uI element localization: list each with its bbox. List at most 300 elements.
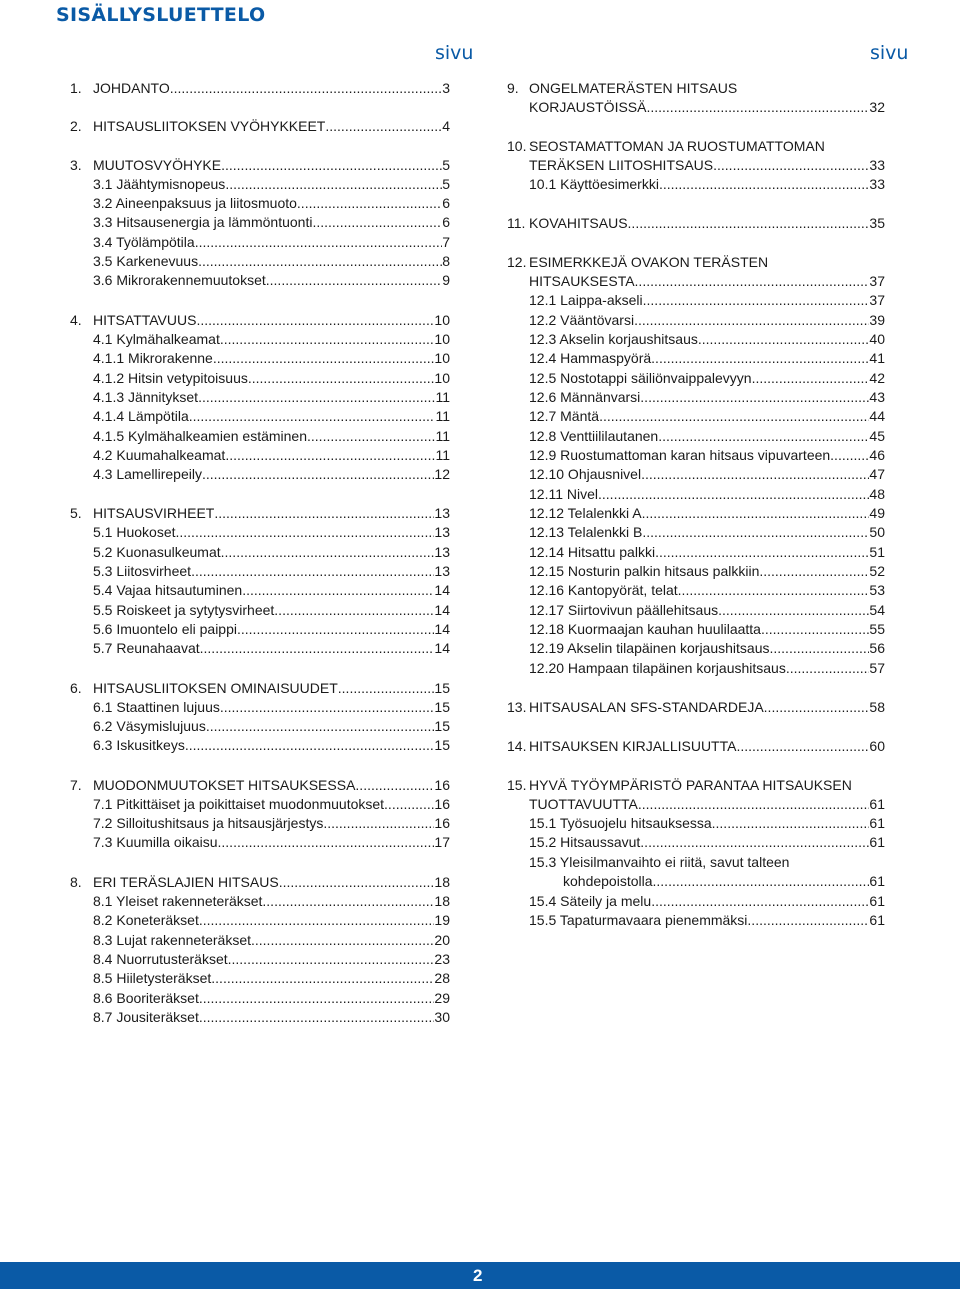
toc-entry[interactable]: [507, 486, 885, 503]
toc-entry-title: 3.3 Hitsausenergia ja lämmöntuonti: [93, 214, 313, 230]
toc-entry[interactable]: [70, 951, 450, 968]
toc-entry-title: 5.2 Kuonasulkeumat: [93, 544, 221, 560]
toc-dot-leader: [659, 176, 869, 193]
toc-entry[interactable]: [70, 80, 450, 97]
toc-entry[interactable]: [507, 157, 885, 174]
toc-entry-title: 5.5 Roiskeet ja sytytysvirheet: [93, 602, 275, 618]
toc-entry[interactable]: [70, 602, 450, 619]
toc-entry-number: 4.: [70, 312, 82, 328]
toc-dot-leader: [266, 272, 442, 289]
page-column-header-left: sivu: [435, 42, 474, 64]
toc-dot-leader: [248, 370, 435, 387]
toc-entry-title: 15.1 Työsuojelu hitsauksessa: [529, 815, 712, 831]
toc-entry[interactable]: [70, 408, 450, 425]
toc-entry[interactable]: [507, 834, 885, 851]
toc-entry-page: 61: [869, 873, 885, 889]
toc-entry-page: 9: [442, 272, 450, 288]
toc-entry-title: 3.5 Karkenevuus: [93, 253, 199, 269]
toc-entry-title: 12.11 Nivel: [529, 486, 599, 502]
toc-entry-title: 7.1 Pitkittäiset ja poikittaiset muodonmuutokset: [93, 796, 385, 812]
toc-entry-page: 11: [435, 447, 450, 463]
toc-dot-leader: [598, 486, 869, 503]
toc-entry-page: 14: [434, 640, 450, 656]
toc-dot-leader: [198, 253, 442, 270]
toc-entry[interactable]: [507, 602, 885, 619]
toc-entry-title: 4.1.3 Jännitykset: [93, 389, 199, 405]
toc-entry-title: 12.9 Ruostumattoman karan hitsaus vipuvarteen: [529, 447, 831, 463]
toc-entry[interactable]: [507, 466, 885, 483]
toc-entry-page: 15: [434, 737, 450, 753]
toc-entry-page: 11: [435, 428, 450, 444]
toc-entry-page: 33: [869, 176, 885, 192]
toc-entry-page: 44: [869, 408, 885, 424]
toc-entry[interactable]: [70, 118, 450, 135]
toc-entry-page: 37: [869, 273, 885, 289]
toc-entry-title: 12.17 Siirtovivun päällehitsaus: [529, 602, 719, 618]
toc-entry-page: 18: [434, 874, 450, 890]
toc-dot-leader: [189, 408, 436, 425]
toc-dot-leader: [628, 215, 870, 232]
toc-dot-leader: [643, 292, 870, 309]
toc-entry-number: 5.: [70, 505, 82, 521]
toc-entry[interactable]: [507, 292, 885, 309]
toc-entry-page: 32: [869, 99, 885, 115]
toc-entry-title: 8.5 Hiiletysteräkset: [93, 970, 212, 986]
toc-entry-title: 4.1.1 Mikrorakenne: [93, 350, 213, 366]
toc-entry-page: 11: [435, 408, 450, 424]
toc-entry[interactable]: [70, 350, 450, 367]
toc-dot-leader: [199, 1009, 435, 1026]
toc-dot-leader: [641, 466, 869, 483]
toc-entry[interactable]: [70, 932, 450, 949]
toc-dot-leader: [221, 544, 435, 561]
toc-entry[interactable]: [70, 370, 450, 387]
toc-entry[interactable]: [507, 254, 885, 271]
toc-dot-leader: [698, 331, 870, 348]
toc-entry-page: 45: [869, 428, 885, 444]
toc-entry-page: 17: [434, 834, 450, 850]
toc-dot-leader: [191, 563, 434, 580]
toc-entry-number: 1.: [70, 80, 82, 96]
toc-entry-title: KORJAUSTÖISSÄ: [529, 99, 647, 115]
toc-dot-leader: [214, 505, 434, 522]
toc-entry-page: 13: [434, 563, 450, 579]
toc-entry-number: 6.: [70, 680, 82, 696]
toc-entry-title: 5.3 Liitosvirheet: [93, 563, 192, 579]
toc-entry-title: 4.1 Kylmähalkeamat: [93, 331, 220, 347]
toc-entry[interactable]: [507, 796, 885, 813]
toc-entry-page: 14: [434, 621, 450, 637]
toc-entry[interactable]: [507, 815, 885, 832]
toc-entry[interactable]: [507, 544, 885, 561]
toc-entry[interactable]: [507, 854, 885, 871]
toc-entry-title: 3.4 Työlämpötila: [93, 234, 195, 250]
toc-entry-title: 8.1 Yleiset rakenneteräkset: [93, 893, 263, 909]
toc-entry[interactable]: [507, 428, 885, 445]
toc-dot-leader: [752, 370, 870, 387]
toc-entry[interactable]: [507, 273, 885, 290]
toc-entry-page: 15: [434, 718, 450, 734]
toc-dot-leader: [307, 428, 435, 445]
toc-dot-leader: [199, 990, 435, 1007]
toc-entry[interactable]: [70, 447, 450, 464]
toc-entry-number: 14.: [507, 738, 527, 754]
toc-entry[interactable]: [507, 447, 885, 464]
toc-entry-title: 8.7 Jousiteräkset: [93, 1009, 199, 1025]
toc-entry[interactable]: [507, 505, 885, 522]
toc-entry-title: HITSAUKSESTA: [529, 273, 635, 289]
toc-entry-title: ERI TERÄSLAJIEN HITSAUS: [93, 874, 279, 890]
toc-entry-title: 15.4 Säteily ja melu: [529, 893, 652, 909]
toc-entry-title: 12.15 Nosturin palkin hitsaus palkkiin: [529, 563, 760, 579]
toc-dot-leader: [830, 447, 869, 464]
toc-dot-leader: [655, 544, 869, 561]
toc-dot-leader: [355, 777, 434, 794]
toc-entry[interactable]: [507, 215, 885, 232]
toc-dot-leader: [251, 932, 434, 949]
toc-entry[interactable]: [507, 893, 885, 910]
toc-entry[interactable]: [70, 912, 450, 929]
toc-entry-title: 8.6 Booriteräkset: [93, 990, 199, 1006]
toc-entry-page: 23: [434, 951, 450, 967]
toc-entry-title: 12.6 Männänvarsi: [529, 389, 641, 405]
toc-entry-title: 12.8 Venttiililautanen: [529, 428, 659, 444]
toc-entry-title: 12.20 Hampaan tilapäinen korjaushitsaus: [529, 660, 786, 676]
toc-entry-page: 13: [434, 505, 450, 521]
toc-entry-page: 50: [869, 524, 885, 540]
toc-entry-title: 15.5 Tapaturmavaara pienemmäksi: [529, 912, 748, 928]
toc-dot-leader: [213, 350, 435, 367]
toc-dot-leader: [764, 699, 870, 716]
toc-entry[interactable]: [70, 815, 450, 832]
toc-entry-page: 47: [869, 466, 885, 482]
toc-entry-title: 3.6 Mikrorakennemuutokset: [93, 272, 266, 288]
toc-dot-leader: [262, 893, 434, 910]
toc-entry[interactable]: [70, 544, 450, 561]
toc-entry[interactable]: [70, 680, 450, 697]
toc-entry-title: 12.3 Akselin korjaushitsaus: [529, 331, 698, 347]
toc-entry-page: 58: [869, 699, 885, 715]
toc-entry-title: 8.3 Lujat rakenneteräkset: [93, 932, 251, 948]
toc-dot-leader: [195, 234, 443, 251]
toc-dot-leader: [653, 873, 870, 890]
toc-entry-page: 6: [442, 195, 450, 211]
toc-entry-number: 2.: [70, 118, 82, 134]
toc-entry-page: 61: [869, 815, 885, 831]
toc-entry[interactable]: [70, 737, 450, 754]
toc-entry-title: 12.4 Hammaspyörä: [529, 350, 652, 366]
toc-entry[interactable]: [507, 408, 885, 425]
toc-entry-title: 4.1.2 Hitsin vetypitoisuus: [93, 370, 248, 386]
toc-entry-page: 16: [434, 815, 450, 831]
toc-entry[interactable]: [70, 563, 450, 580]
toc-entry[interactable]: [70, 699, 450, 716]
toc-dot-leader: [200, 640, 435, 657]
toc-entry[interactable]: [70, 214, 450, 231]
toc-entry-number: 9.: [507, 80, 519, 96]
toc-entry-title: kohdepoistolla: [563, 873, 653, 889]
toc-entry-page: 51: [869, 544, 885, 560]
toc-entry[interactable]: [507, 138, 885, 155]
toc-dot-leader: [185, 737, 435, 754]
toc-entry[interactable]: [70, 834, 450, 851]
toc-dot-leader: [678, 582, 870, 599]
toc-entry[interactable]: [70, 990, 450, 1007]
toc-entry-page: 57: [869, 660, 885, 676]
toc-entry[interactable]: [507, 621, 885, 638]
toc-entry-title: 15.2 Hitsaussavut: [529, 834, 641, 850]
toc-entry[interactable]: [70, 640, 450, 657]
toc-entry-title: 12.13 Telalenkki B: [529, 524, 643, 540]
toc-entry[interactable]: [70, 718, 450, 735]
toc-entry-page: 33: [869, 157, 885, 173]
toc-dot-leader: [640, 834, 869, 851]
page-title: SISÄLLYSLUETTELO: [56, 4, 266, 26]
toc-dot-leader: [638, 796, 870, 813]
toc-entry[interactable]: [70, 331, 450, 348]
toc-entry[interactable]: [507, 777, 885, 794]
toc-entry-title: 12.2 Vääntövarsi: [529, 312, 635, 328]
toc-entry-page: 7: [442, 234, 450, 250]
toc-entry[interactable]: [507, 331, 885, 348]
toc-entry[interactable]: [70, 312, 450, 329]
toc-entry[interactable]: [507, 640, 885, 657]
toc-entry[interactable]: [70, 796, 450, 813]
toc-entry[interactable]: [70, 893, 450, 910]
toc-dot-leader: [640, 389, 869, 406]
toc-entry-title: 10.1 Käyttöesimerkki: [529, 176, 659, 192]
toc-entry-title: 5.4 Vajaa hitsautuminen: [93, 582, 243, 598]
toc-entry-page: 37: [869, 292, 885, 308]
toc-dot-leader: [759, 563, 869, 580]
toc-entry-title: ESIMERKKEJÄ OVAKON TERÄSTEN: [529, 254, 769, 270]
footer-page-number: 2: [473, 1266, 483, 1285]
toc-entry[interactable]: [507, 350, 885, 367]
toc-entry[interactable]: [70, 157, 450, 174]
toc-entry-title: 8.2 Koneteräkset: [93, 912, 199, 928]
toc-entry-page: 35: [869, 215, 885, 231]
toc-entry-title: 8.4 Nuorrutusteräkset: [93, 951, 228, 967]
toc-entry-page: 55: [869, 621, 885, 637]
toc-entry-page: 10: [434, 331, 450, 347]
toc-entry-page: 61: [869, 893, 885, 909]
toc-dot-leader: [635, 273, 870, 290]
toc-entry[interactable]: [70, 272, 450, 289]
toc-entry-title: 4.1.4 Lämpötila: [93, 408, 189, 424]
toc-entry[interactable]: [507, 660, 885, 677]
toc-entry-title: TUOTTAVUUTTA: [529, 796, 638, 812]
toc-dot-leader: [338, 680, 435, 697]
toc-entry-title: 12.18 Kuormaajan kauhan huulilaatta: [529, 621, 761, 637]
toc-entry[interactable]: [507, 873, 885, 890]
toc-dot-leader: [218, 834, 435, 851]
toc-entry-page: 5: [442, 157, 450, 173]
toc-entry-title: KOVAHITSAUS: [529, 215, 628, 231]
toc-entry[interactable]: [70, 970, 450, 987]
toc-entry[interactable]: [70, 195, 450, 212]
toc-entry[interactable]: [70, 874, 450, 891]
toc-dot-leader: [599, 408, 869, 425]
toc-entry-title: MUODONMUUTOKSET HITSAUKSESSA: [93, 777, 356, 793]
toc-dot-leader: [770, 640, 870, 657]
toc-entry-title: 12.7 Mäntä: [529, 408, 600, 424]
toc-entry-page: 60: [869, 738, 885, 754]
toc-entry-page: 13: [434, 524, 450, 540]
toc-dot-leader: [196, 312, 434, 329]
toc-entry-title: HITSAUSALAN SFS-STANDARDEJA: [529, 699, 764, 715]
toc-entry-page: 49: [869, 505, 885, 521]
toc-entry-page: 16: [434, 796, 450, 812]
toc-entry-title: HITSAUSLIITOKSEN OMINAISUUDET: [93, 680, 338, 696]
page-column-header-right: sivu: [870, 42, 909, 64]
toc-entry-page: 61: [869, 912, 885, 928]
toc-entry-page: 41: [869, 350, 885, 366]
toc-entry-page: 15: [434, 699, 450, 715]
toc-entry-title: 5.7 Reunahaavat: [93, 640, 200, 656]
toc-entry-page: 29: [434, 990, 450, 1006]
toc-dot-leader: [736, 738, 869, 755]
toc-entry-title: 6.1 Staattinen lujuus: [93, 699, 220, 715]
toc-dot-leader: [651, 350, 869, 367]
toc-dot-leader: [786, 660, 870, 677]
toc-entry[interactable]: [70, 176, 450, 193]
toc-entry[interactable]: [507, 738, 885, 755]
toc-entry-page: 48: [869, 486, 885, 502]
toc-dot-leader: [198, 389, 435, 406]
toc-entry-page: 42: [869, 370, 885, 386]
toc-dot-leader: [712, 815, 870, 832]
toc-entry-title: 6.2 Väsymislujuus: [93, 718, 206, 734]
toc-dot-leader: [718, 602, 869, 619]
toc-entry[interactable]: [507, 80, 885, 97]
toc-entry-title: HITSAUSLIITOKSEN VYÖHYKKEET: [93, 118, 326, 134]
toc-dot-leader: [220, 331, 435, 348]
toc-entry-title: 12.1 Laippa-akseli: [529, 292, 643, 308]
toc-entry-page: 30: [434, 1009, 450, 1025]
toc-entry-title: SEOSTAMATTOMAN JA RUOSTUMATTOMAN: [529, 138, 825, 154]
toc-entry-title: 4.1.5 Kylmähalkeamien estäminen: [93, 428, 308, 444]
toc-dot-leader: [211, 970, 434, 987]
toc-entry[interactable]: [507, 912, 885, 929]
toc-dot-leader: [312, 214, 442, 231]
toc-entry-title: 12.5 Nostotappi säiliönvaippalevyyn: [529, 370, 752, 386]
toc-entry[interactable]: [70, 234, 450, 251]
toc-entry-page: 61: [869, 834, 885, 850]
toc-dot-leader: [176, 524, 435, 541]
toc-dot-leader: [325, 118, 442, 135]
toc-entry[interactable]: [70, 524, 450, 541]
toc-entry-page: 14: [434, 602, 450, 618]
toc-entry-number: 11.: [507, 215, 526, 231]
toc-entry[interactable]: [507, 176, 885, 193]
toc-entry-page: 16: [434, 777, 450, 793]
toc-entry[interactable]: [507, 524, 885, 541]
toc-entry-title: ONGELMATERÄSTEN HITSAUS: [529, 80, 738, 96]
toc-entry-page: 4: [442, 118, 450, 134]
toc-entry-title: 5.6 Imuontelo eli paippi: [93, 621, 237, 637]
toc-entry-page: 43: [869, 389, 885, 405]
toc-entry-title: 12.12 Telalenkki A: [529, 505, 642, 521]
toc-dot-leader: [642, 505, 870, 522]
toc-dot-leader: [658, 428, 869, 445]
toc-entry-page: 39: [869, 312, 885, 328]
toc-entry-page: 40: [869, 331, 885, 347]
toc-dot-leader: [228, 951, 435, 968]
toc-entry-number: 8.: [70, 874, 82, 890]
toc-entry-page: 11: [435, 389, 450, 405]
toc-entry-page: 3: [442, 80, 450, 96]
toc-entry[interactable]: [507, 312, 885, 329]
toc-entry-page: 56: [869, 640, 885, 656]
toc-entry-page: 53: [869, 582, 885, 598]
toc-entry-page: 10: [434, 370, 450, 386]
toc-entry-page: 54: [869, 602, 885, 618]
toc-entry-number: 13.: [507, 699, 527, 715]
toc-entry-page: 10: [434, 350, 450, 366]
toc-dot-leader: [237, 621, 434, 638]
toc-entry[interactable]: [70, 777, 450, 794]
toc-entry-title: 12.16 Kantopyörät, telat: [529, 582, 678, 598]
toc-entry-title: 12.14 Hitsattu palkki: [529, 544, 656, 560]
toc-entry[interactable]: [507, 370, 885, 387]
toc-entry[interactable]: [70, 582, 450, 599]
toc-entry[interactable]: [70, 505, 450, 522]
toc-entry-page: 28: [434, 970, 450, 986]
toc-dot-leader: [206, 718, 435, 735]
toc-entry-number: 12.: [507, 254, 527, 270]
toc-dot-leader: [170, 80, 442, 97]
toc-entry-title: 15.3 Yleisilmanvaihto ei riitä, savut talteen: [529, 854, 790, 870]
toc-dot-leader: [634, 312, 869, 329]
toc-entry-title: HITSAUKSEN KIRJALLISUUTTA: [529, 738, 737, 754]
toc-dot-leader: [384, 796, 434, 813]
toc-entry[interactable]: [507, 582, 885, 599]
toc-dot-leader: [225, 447, 435, 464]
toc-entry-page: 18: [434, 893, 450, 909]
toc-entry[interactable]: [70, 428, 450, 445]
toc-entry-page: 13: [434, 544, 450, 560]
toc-entry-title: 12.19 Akselin tilapäinen korjaushitsaus: [529, 640, 770, 656]
toc-entry-title: TERÄKSEN LIITOSHITSAUS: [529, 157, 714, 173]
toc-entry-page: 5: [442, 176, 450, 192]
toc-entry[interactable]: [507, 389, 885, 406]
toc-dot-leader: [646, 99, 869, 116]
toc-entry[interactable]: [507, 99, 885, 116]
toc-entry-title: MUUTOSVYÖHYKE: [93, 157, 222, 173]
toc-entry-title: HYVÄ TYÖYMPÄRISTÖ PARANTAA HITSAUKSEN: [529, 777, 852, 793]
toc-entry[interactable]: [507, 563, 885, 580]
toc-entry-page: 6: [442, 214, 450, 230]
toc-entry-title: HITSATTAVUUS: [93, 312, 197, 328]
toc-entry[interactable]: [70, 389, 450, 406]
toc-dot-leader: [202, 466, 434, 483]
toc-entry[interactable]: [70, 1009, 450, 1026]
toc-entry[interactable]: [70, 621, 450, 638]
toc-entry-page: 8: [442, 253, 450, 269]
toc-dot-leader: [297, 195, 442, 212]
toc-entry-page: 10: [434, 312, 450, 328]
toc-entry-number: 3.: [70, 157, 82, 173]
toc-dot-leader: [225, 176, 442, 193]
toc-dot-leader: [651, 893, 869, 910]
toc-entry-page: 19: [434, 912, 450, 928]
toc-entry[interactable]: [507, 699, 885, 716]
toc-dot-leader: [220, 699, 435, 716]
toc-entry[interactable]: [70, 466, 450, 483]
toc-entry-title: 6.3 Iskusitkeys: [93, 737, 185, 753]
toc-entry[interactable]: [70, 253, 450, 270]
toc-entry-page: 52: [869, 563, 885, 579]
